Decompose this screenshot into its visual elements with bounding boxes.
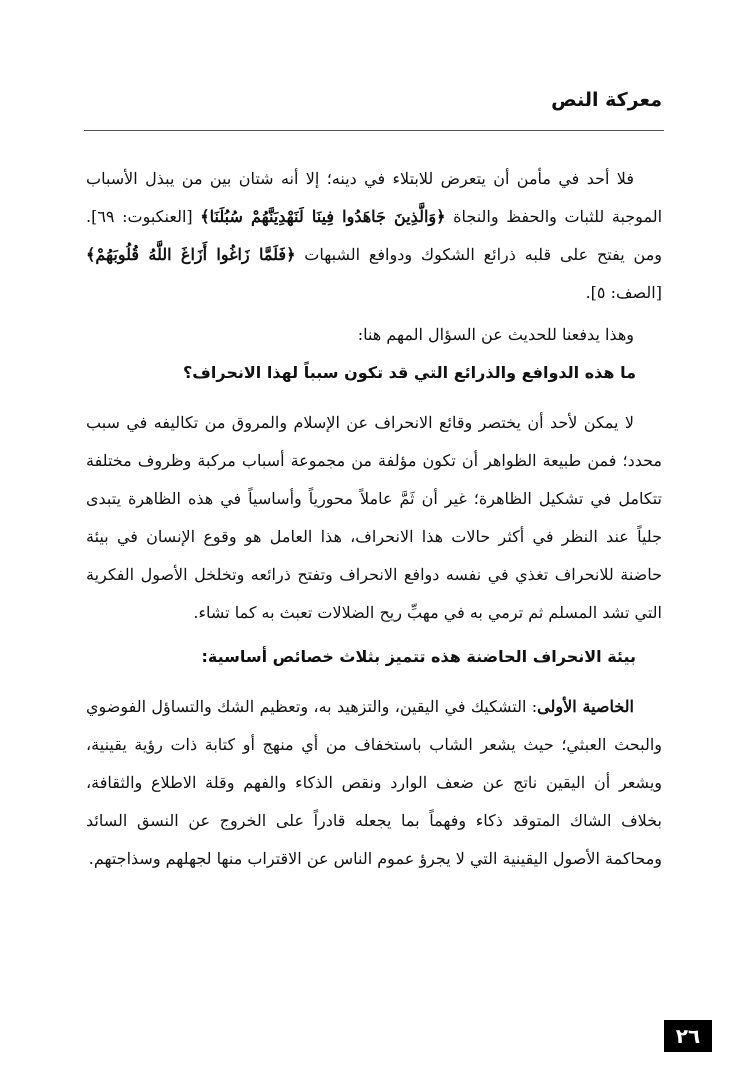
quran-verse-1: ﴿وَالَّذِينَ جَاهَدُوا فِينَا لَنَهْدِيَنَّهُمْ سُبُلَنَا﴾ — [200, 207, 446, 226]
paragraph-1-text-a: فلا أحد في مأمن أن يتعرض للابتلاء في دينه؛ إلا أنه شتان بين من يبذل الأسباب الموجبة للثبات والحفظ والنجاة — [86, 169, 663, 226]
paragraph-3: لا يمكن لأحد أن يختصر وقائع الانحراف عن الإسلام والمروق من تكاليفه في سبب محدد؛ فمن طبيعة الظواهر أن تكون مؤلفة من مجموعة أسباب مركبة وظروف مختلفة تتكامل في تشكيل الظاهرة؛ غير أن ثَمَّ عاملاً محورياً وأساسياً في هذه الظاهرة يتبدى جلياً عند النظر في أكثر حالات هذا الانحراف، هذا العامل هو وقوع الإنسان في بيئة حاضنة للانحراف تغذي في نفسه دوافع الانحراف وتفتح ذرائعه وتخلخل الأصول الفكرية التي تشد المسلم ثم ترمي به في مهبِّ ريح الضلالات تعبث به كما تشاء. — [86, 413, 662, 622]
quran-verse-2: ﴿فَلَمَّا زَاغُوا أَزَاغَ اللَّهُ قُلُوبَهُمْ﴾ — [86, 245, 296, 264]
characteristic-label: الخاصية الأولى — [537, 697, 635, 716]
verse-1-reference: [العنكبوت: ٦٩]. — [86, 207, 201, 226]
paragraph-4 — [86, 688, 662, 878]
paragraph-1 — [86, 160, 662, 312]
page-body — [86, 160, 662, 878]
running-header-title: معركة النص — [551, 89, 662, 111]
header-rule — [84, 130, 664, 131]
section-heading-1: ما هذه الدوافع والذرائع التي قد تكون سبباً لهذا الانحراف؟ — [183, 363, 636, 382]
page-number-badge: ٢٦ — [664, 1020, 712, 1052]
paragraph-2: وهذا يدفعنا للحديث عن السؤال المهم هنا: — [357, 325, 634, 344]
paragraph-1-text-b: ومن يفتح على قلبه ذرائع الشكوك ودوافع الشبهات — [295, 245, 663, 264]
paragraph-4-text: : التشكيك في اليقين، والتزهيد به، وتعظيم الشك والتساؤل الفوضوي والبحث العبثي؛ حيث يشعر الشاب باستخفاف من أي منهج أو كتابة ذات رؤية يقينية، ويشعر أن اليقين ناتج عن ضعف الوارد ونقص الذكاء والفهم وقلة الاطلاع والثقافة، بخلاف الشاك المتوقد ذكاء وفهماً بما يجعله قادراً على الخروج عن النسق السائد ومحاكمة الأصول اليقينية التي لا يجرؤ عموم الناس عن الاقتراب منها لجهلهم وسذاجتهم. — [86, 697, 662, 868]
verse-2-reference: [الصف: ٥]. — [585, 283, 662, 302]
section-heading-2: بيئة الانحراف الحاضنة هذه تتميز بثلاث خصائص أساسية: — [201, 647, 636, 666]
